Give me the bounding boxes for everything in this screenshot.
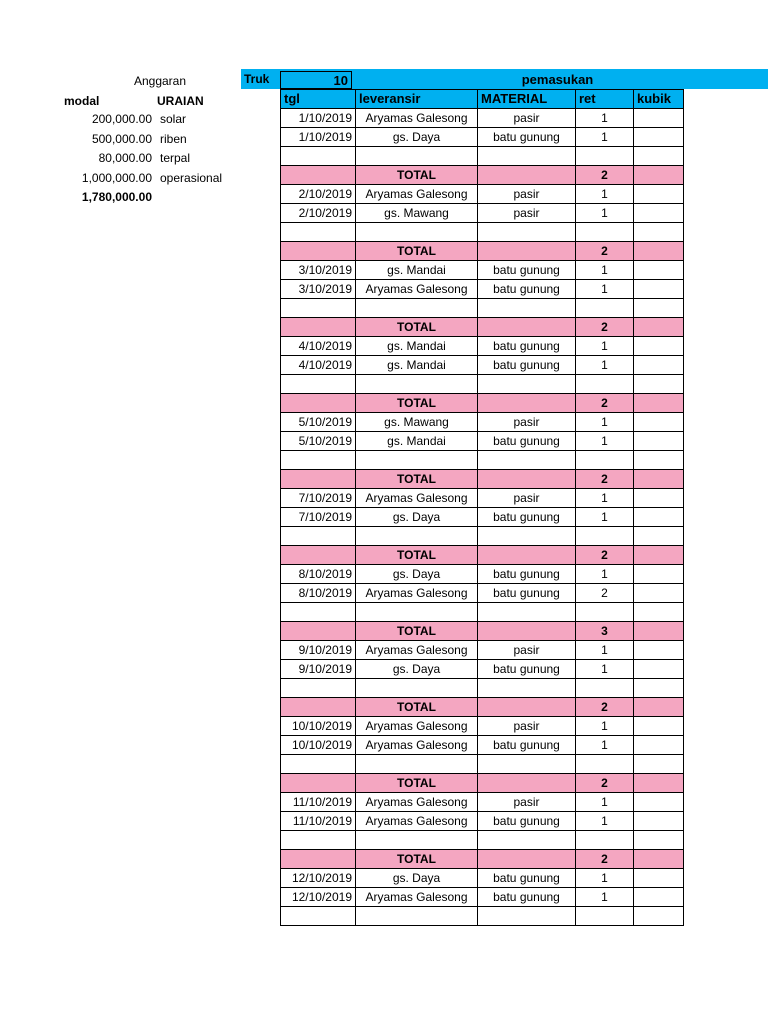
material-cell: pasir: [478, 413, 576, 432]
supplier-cell: gs. Mawang: [356, 204, 478, 223]
empty-cell: [576, 831, 634, 850]
table-row: [281, 660, 684, 679]
material-cell: pasir: [478, 793, 576, 812]
ret-cell: 1: [576, 508, 634, 527]
empty-cell: [478, 546, 576, 565]
empty-cell: [478, 242, 576, 261]
empty-cell: [281, 698, 356, 717]
empty-cell: [478, 774, 576, 793]
table-row: [281, 584, 684, 603]
date-cell: 9/10/2019: [281, 660, 356, 679]
empty-cell: [478, 755, 576, 774]
empty-cell: [478, 603, 576, 622]
material-cell: pasir: [478, 641, 576, 660]
budget-modal-header: modal: [64, 94, 100, 108]
table-row: [281, 489, 684, 508]
empty-cell: [356, 679, 478, 698]
budget-uraian-header: URAIAN: [157, 94, 204, 108]
date-cell: 12/10/2019: [281, 888, 356, 907]
date-cell: 3/10/2019: [281, 280, 356, 299]
ret-cell: 1: [576, 337, 634, 356]
blank-row: [281, 527, 684, 546]
material-cell: batu gunung: [478, 812, 576, 831]
empty-cell: [634, 299, 684, 318]
empty-cell: [478, 470, 576, 489]
table-row: [281, 204, 684, 223]
empty-cell: [478, 394, 576, 413]
empty-cell: [478, 147, 576, 166]
table-row: [281, 717, 684, 736]
supplier-cell: gs. Mandai: [356, 261, 478, 280]
date-cell: 8/10/2019: [281, 565, 356, 584]
supplier-cell: gs. Mandai: [356, 432, 478, 451]
supplier-cell: Aryamas Galesong: [356, 280, 478, 299]
empty-cell: [634, 603, 684, 622]
material-cell: batu gunung: [478, 736, 576, 755]
total-label: TOTAL: [356, 166, 478, 185]
ret-cell: 1: [576, 641, 634, 660]
total-label: TOTAL: [356, 546, 478, 565]
total-value: 2: [576, 774, 634, 793]
empty-cell: [576, 907, 634, 926]
total-label: TOTAL: [356, 774, 478, 793]
budget-amount: 200,000.00: [91, 112, 152, 126]
empty-cell: [576, 147, 634, 166]
ret-cell: 1: [576, 888, 634, 907]
blank-row: [281, 299, 684, 318]
kubik-cell: [634, 812, 684, 831]
ret-cell: 1: [576, 432, 634, 451]
empty-cell: [356, 603, 478, 622]
total-row: [281, 850, 684, 869]
supplier-cell: Aryamas Galesong: [356, 812, 478, 831]
table-row: [281, 869, 684, 888]
empty-cell: [356, 907, 478, 926]
material-cell: batu gunung: [478, 869, 576, 888]
blank-row: [281, 451, 684, 470]
kubik-cell: [634, 793, 684, 812]
material-cell: pasir: [478, 717, 576, 736]
kubik-cell: [634, 736, 684, 755]
column-header: ret: [576, 90, 634, 109]
table-row: [281, 641, 684, 660]
empty-cell: [634, 223, 684, 242]
supplier-cell: gs. Daya: [356, 565, 478, 584]
empty-cell: [478, 527, 576, 546]
total-row: [281, 166, 684, 185]
empty-cell: [576, 527, 634, 546]
supplier-cell: Aryamas Galesong: [356, 584, 478, 603]
date-cell: 3/10/2019: [281, 261, 356, 280]
empty-cell: [281, 451, 356, 470]
material-cell: batu gunung: [478, 280, 576, 299]
empty-cell: [634, 375, 684, 394]
ret-cell: 1: [576, 356, 634, 375]
supplier-cell: gs. Mandai: [356, 356, 478, 375]
supplier-cell: Aryamas Galesong: [356, 793, 478, 812]
kubik-cell: [634, 337, 684, 356]
kubik-cell: [634, 261, 684, 280]
empty-cell: [356, 451, 478, 470]
kubik-cell: [634, 280, 684, 299]
empty-cell: [478, 907, 576, 926]
material-cell: batu gunung: [478, 128, 576, 147]
empty-cell: [478, 698, 576, 717]
ret-cell: 1: [576, 660, 634, 679]
date-cell: 7/10/2019: [281, 508, 356, 527]
truk-value: 10: [280, 71, 352, 89]
ret-cell: 1: [576, 185, 634, 204]
kubik-cell: [634, 356, 684, 375]
column-header: MATERIAL: [478, 90, 576, 109]
budget-amount: 1,000,000.00: [81, 171, 152, 185]
total-row: [281, 622, 684, 641]
material-cell: batu gunung: [478, 508, 576, 527]
empty-cell: [478, 318, 576, 337]
empty-cell: [281, 318, 356, 337]
ret-cell: 1: [576, 280, 634, 299]
empty-cell: [478, 451, 576, 470]
date-cell: 2/10/2019: [281, 185, 356, 204]
ret-cell: 1: [576, 261, 634, 280]
budget-total: 1,780,000.00: [81, 190, 152, 204]
empty-cell: [576, 375, 634, 394]
kubik-cell: [634, 565, 684, 584]
empty-cell: [634, 831, 684, 850]
blank-row: [281, 603, 684, 622]
material-cell: batu gunung: [478, 888, 576, 907]
date-cell: 8/10/2019: [281, 584, 356, 603]
empty-cell: [281, 147, 356, 166]
kubik-cell: [634, 128, 684, 147]
empty-cell: [281, 527, 356, 546]
date-cell: 9/10/2019: [281, 641, 356, 660]
total-row: [281, 774, 684, 793]
empty-cell: [281, 831, 356, 850]
date-cell: 5/10/2019: [281, 432, 356, 451]
empty-cell: [281, 679, 356, 698]
empty-cell: [576, 299, 634, 318]
empty-cell: [356, 755, 478, 774]
column-header: tgl: [281, 90, 356, 109]
blank-row: [281, 831, 684, 850]
empty-cell: [281, 622, 356, 641]
empty-cell: [634, 698, 684, 717]
material-cell: batu gunung: [478, 584, 576, 603]
ret-cell: 1: [576, 812, 634, 831]
kubik-cell: [634, 185, 684, 204]
empty-cell: [478, 375, 576, 394]
empty-cell: [281, 299, 356, 318]
supplier-cell: Aryamas Galesong: [356, 109, 478, 128]
empty-cell: [478, 831, 576, 850]
total-row: [281, 242, 684, 261]
supplier-cell: Aryamas Galesong: [356, 888, 478, 907]
total-value: 2: [576, 698, 634, 717]
empty-cell: [356, 299, 478, 318]
date-cell: 10/10/2019: [281, 736, 356, 755]
supplier-cell: Aryamas Galesong: [356, 185, 478, 204]
supplier-cell: gs. Daya: [356, 508, 478, 527]
date-cell: 7/10/2019: [281, 489, 356, 508]
budget-title: Anggaran: [133, 74, 187, 88]
blank-row: [281, 375, 684, 394]
ret-cell: 1: [576, 489, 634, 508]
total-row: [281, 470, 684, 489]
supplier-cell: Aryamas Galesong: [356, 736, 478, 755]
material-cell: pasir: [478, 204, 576, 223]
kubik-cell: [634, 869, 684, 888]
date-cell: 1/10/2019: [281, 109, 356, 128]
supplier-cell: Aryamas Galesong: [356, 489, 478, 508]
empty-cell: [281, 850, 356, 869]
ret-cell: 1: [576, 109, 634, 128]
table-row: [281, 432, 684, 451]
supplier-cell: Aryamas Galesong: [356, 717, 478, 736]
date-cell: 10/10/2019: [281, 717, 356, 736]
ret-cell: 2: [576, 584, 634, 603]
empty-cell: [576, 223, 634, 242]
table-row: [281, 736, 684, 755]
empty-cell: [634, 755, 684, 774]
kubik-cell: [634, 489, 684, 508]
blank-row: [281, 679, 684, 698]
empty-cell: [478, 223, 576, 242]
empty-cell: [634, 470, 684, 489]
ret-cell: 1: [576, 793, 634, 812]
kubik-cell: [634, 584, 684, 603]
empty-cell: [281, 603, 356, 622]
total-row: [281, 698, 684, 717]
table-row: [281, 508, 684, 527]
empty-cell: [281, 223, 356, 242]
total-row: [281, 546, 684, 565]
blank-row: [281, 223, 684, 242]
supplier-cell: gs. Daya: [356, 660, 478, 679]
kubik-cell: [634, 660, 684, 679]
empty-cell: [478, 622, 576, 641]
total-value: 2: [576, 470, 634, 489]
empty-cell: [634, 527, 684, 546]
table-row: [281, 128, 684, 147]
empty-cell: [281, 470, 356, 489]
date-cell: 4/10/2019: [281, 337, 356, 356]
total-label: TOTAL: [356, 698, 478, 717]
table-row: [281, 109, 684, 128]
empty-cell: [634, 774, 684, 793]
date-cell: 1/10/2019: [281, 128, 356, 147]
budget-desc: terpal: [160, 151, 191, 165]
kubik-cell: [634, 109, 684, 128]
total-label: TOTAL: [356, 622, 478, 641]
blank-row: [281, 907, 684, 926]
empty-cell: [634, 451, 684, 470]
empty-cell: [281, 394, 356, 413]
date-cell: 5/10/2019: [281, 413, 356, 432]
total-value: 3: [576, 622, 634, 641]
blank-row: [281, 147, 684, 166]
total-value: 2: [576, 394, 634, 413]
ret-cell: 1: [576, 717, 634, 736]
table-row: [281, 356, 684, 375]
material-cell: pasir: [478, 185, 576, 204]
empty-cell: [576, 755, 634, 774]
date-cell: 4/10/2019: [281, 356, 356, 375]
total-label: TOTAL: [356, 470, 478, 489]
total-label: TOTAL: [356, 394, 478, 413]
date-cell: 12/10/2019: [281, 869, 356, 888]
table-row: [281, 888, 684, 907]
blank-row: [281, 755, 684, 774]
empty-cell: [478, 166, 576, 185]
empty-cell: [281, 774, 356, 793]
material-cell: batu gunung: [478, 356, 576, 375]
material-cell: pasir: [478, 109, 576, 128]
total-label: TOTAL: [356, 242, 478, 261]
table-row: [281, 280, 684, 299]
pemasukan-label: pemasukan: [521, 72, 594, 87]
ret-cell: 1: [576, 128, 634, 147]
empty-cell: [281, 907, 356, 926]
total-row: [281, 394, 684, 413]
empty-cell: [634, 166, 684, 185]
empty-cell: [478, 299, 576, 318]
total-label: TOTAL: [356, 850, 478, 869]
date-cell: 11/10/2019: [281, 793, 356, 812]
table-row: [281, 413, 684, 432]
kubik-cell: [634, 204, 684, 223]
supplier-cell: gs. Daya: [356, 869, 478, 888]
header-row: [281, 90, 684, 109]
supplier-cell: gs. Daya: [356, 128, 478, 147]
table-row: [281, 812, 684, 831]
empty-cell: [356, 223, 478, 242]
total-row: [281, 318, 684, 337]
empty-cell: [634, 622, 684, 641]
material-cell: batu gunung: [478, 565, 576, 584]
truk-label: Truk: [244, 72, 270, 86]
table-row: [281, 337, 684, 356]
material-cell: batu gunung: [478, 261, 576, 280]
supplier-cell: Aryamas Galesong: [356, 641, 478, 660]
table-row: [281, 261, 684, 280]
material-cell: batu gunung: [478, 337, 576, 356]
kubik-cell: [634, 508, 684, 527]
table-row: [281, 565, 684, 584]
empty-cell: [281, 375, 356, 394]
column-header: kubik: [634, 90, 684, 109]
empty-cell: [634, 546, 684, 565]
date-cell: 2/10/2019: [281, 204, 356, 223]
empty-cell: [356, 527, 478, 546]
empty-cell: [634, 907, 684, 926]
total-label: TOTAL: [356, 318, 478, 337]
ret-cell: 1: [576, 736, 634, 755]
kubik-cell: [634, 717, 684, 736]
budget-desc: riben: [160, 132, 187, 146]
delivery-table: [280, 89, 684, 926]
empty-cell: [281, 166, 356, 185]
material-cell: pasir: [478, 489, 576, 508]
budget-desc: operasional: [160, 171, 223, 185]
date-cell: 11/10/2019: [281, 812, 356, 831]
empty-cell: [281, 242, 356, 261]
kubik-cell: [634, 888, 684, 907]
supplier-cell: gs. Mawang: [356, 413, 478, 432]
empty-cell: [576, 451, 634, 470]
empty-cell: [634, 318, 684, 337]
total-value: 2: [576, 546, 634, 565]
material-cell: batu gunung: [478, 660, 576, 679]
empty-cell: [356, 375, 478, 394]
empty-cell: [478, 850, 576, 869]
supplier-cell: gs. Mandai: [356, 337, 478, 356]
total-value: 2: [576, 318, 634, 337]
kubik-cell: [634, 641, 684, 660]
empty-cell: [634, 394, 684, 413]
ret-cell: 1: [576, 204, 634, 223]
empty-cell: [281, 546, 356, 565]
ret-cell: 1: [576, 413, 634, 432]
total-value: 2: [576, 850, 634, 869]
empty-cell: [634, 850, 684, 869]
kubik-cell: [634, 413, 684, 432]
kubik-cell: [634, 432, 684, 451]
budget-desc: solar: [160, 112, 187, 126]
table-row: [281, 793, 684, 812]
empty-cell: [576, 603, 634, 622]
column-header: leveransir: [356, 90, 478, 109]
empty-cell: [478, 679, 576, 698]
budget-amount: 500,000.00: [91, 132, 152, 146]
ret-cell: 1: [576, 565, 634, 584]
budget-amount: 80,000.00: [98, 151, 152, 165]
empty-cell: [281, 755, 356, 774]
empty-cell: [356, 147, 478, 166]
empty-cell: [634, 679, 684, 698]
ret-cell: 1: [576, 869, 634, 888]
empty-cell: [634, 147, 684, 166]
material-cell: batu gunung: [478, 432, 576, 451]
total-value: 2: [576, 166, 634, 185]
empty-cell: [356, 831, 478, 850]
empty-cell: [634, 242, 684, 261]
table-row: [281, 185, 684, 204]
empty-cell: [576, 679, 634, 698]
total-value: 2: [576, 242, 634, 261]
